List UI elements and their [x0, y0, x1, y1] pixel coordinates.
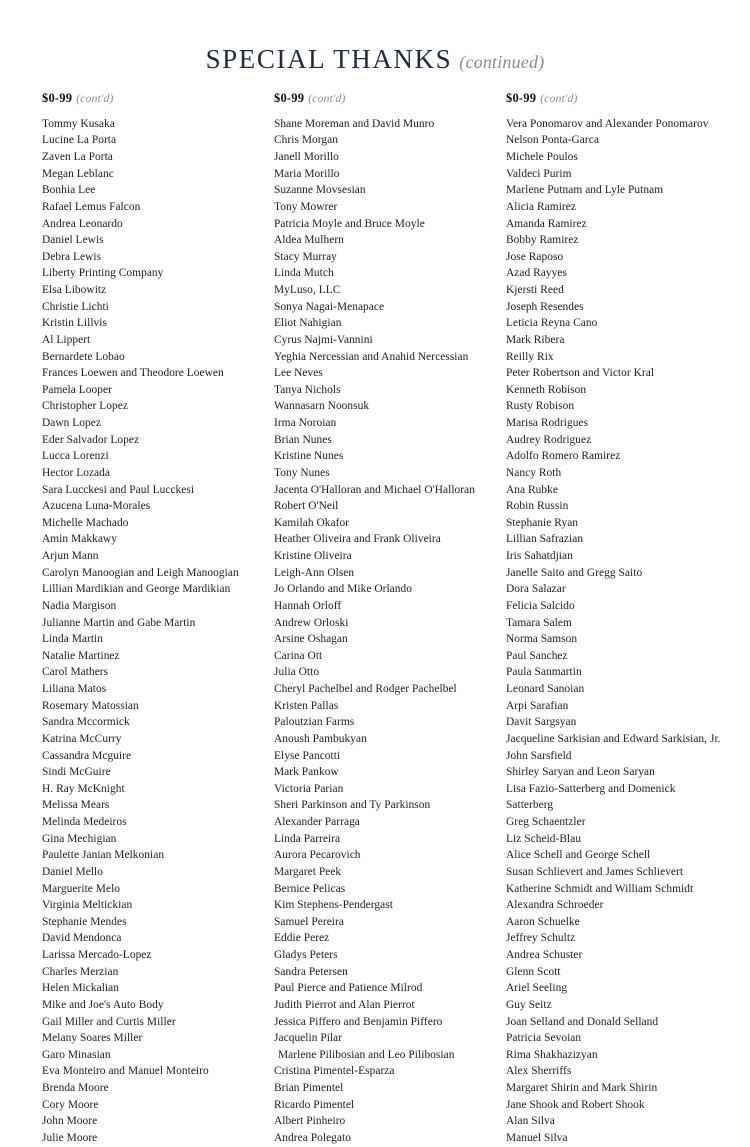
donor-name: Daniel Lewis — [42, 234, 104, 247]
donor-name: Alice Schell and George Schell — [506, 849, 651, 862]
donor-name: Suzanne Movsesian — [274, 184, 366, 197]
donor-name: Nadia Margison — [42, 599, 117, 612]
donor-name: Dawn Lopez — [42, 417, 102, 429]
donor-name: Linda Martin — [42, 633, 104, 646]
donor-name: Tony Mowrer — [274, 200, 338, 213]
donor-name: Felicia Salcido — [506, 599, 575, 612]
donor-name-list-3 — [506, 116, 732, 1147]
donor-name: Lillian Mardikian and George Mardikian — [42, 583, 231, 596]
donor-name: Glenn Scott — [506, 965, 561, 978]
donor-name: Brian Nunes — [274, 433, 332, 446]
donor-name: Robert O'Neil — [274, 500, 339, 513]
donor-name: Robin Russin — [506, 500, 569, 513]
donor-name: Larissa Mercado-Lopez — [42, 949, 152, 961]
donor-name: Rafael Lemus Falcon — [42, 200, 141, 213]
donor-name: Greg Schaentzler — [506, 816, 586, 828]
donor-name: Bernice Pelicas — [274, 882, 346, 895]
donor-name: Jacqueline Sarkisian and Edward Sarkisian, Jr. — [506, 732, 721, 745]
donor-name: Shane Moreman and David Munro — [274, 117, 435, 130]
donor-name: Iris Sahatdjian — [506, 550, 573, 562]
donor-column-1 — [42, 92, 268, 1147]
donor-name: Sandra Petersen — [274, 965, 348, 978]
donor-name: Victoria Parian — [274, 782, 344, 795]
donor-name: Al Lippert — [42, 333, 91, 346]
donor-name: Melinda Medeiros — [42, 816, 127, 828]
donor-name: Cory Moore — [42, 1098, 99, 1111]
donor-name: Valdeci Purim — [506, 167, 572, 180]
donor-name: Stacy Murray — [274, 250, 337, 263]
donor-name: Daniel Mello — [42, 865, 104, 878]
donor-name: Cheryl Pachelbel and Rodger Pachelbel — [274, 683, 457, 695]
donor-name: Ana Rubke — [506, 483, 559, 496]
donor-name: Leonard Sanoian — [506, 683, 585, 695]
donor-name: Anoush Pambukyan — [274, 732, 367, 745]
donor-name: Charles Merzian — [42, 965, 119, 978]
donor-name: Gladys Peters — [274, 949, 338, 961]
donor-name: Hannah Orloff — [274, 599, 342, 612]
donor-name: Stephanie Ryan — [506, 516, 579, 529]
donor-name: Eddie Perez — [274, 932, 330, 945]
donor-name: Judith Pierrot and Alan Pierrot — [274, 998, 415, 1011]
donor-name: Alicia Ramirez — [506, 200, 576, 213]
donor-name: Alex Sherriffs — [506, 1065, 572, 1078]
donor-name: Marisa Rodrigues — [506, 417, 589, 429]
donor-name: Andrea Leonardo — [42, 217, 123, 230]
donor-name: Manuel Silva — [506, 1131, 568, 1144]
donor-name: Jo Orlando and Mike Orlando — [274, 583, 413, 596]
donor-name: Samuel Pereira — [274, 915, 344, 928]
donor-name: Maria Morillo — [274, 167, 340, 180]
donor-name: Melissa Mears — [42, 799, 110, 812]
donor-name: Patricia Sevoian — [506, 1032, 582, 1045]
donor-name: Eva Monteiro and Manuel Monteiro — [42, 1065, 209, 1078]
donor-name: Lisa Fazio-Satterberg and Domenick — [506, 782, 676, 795]
donor-name: Mark Ribera — [506, 333, 565, 346]
page-title-continued-label: (continued) — [459, 52, 545, 72]
column-header-contd: (cont'd) — [540, 91, 578, 105]
donor-name: Kjersti Reed — [506, 284, 564, 296]
donor-name: Stephanie Mendes — [42, 915, 127, 928]
donor-column-3 — [506, 92, 732, 1147]
donor-name: Leticia Reyna Cano — [506, 317, 598, 330]
donor-name: Julia Otto — [274, 666, 320, 679]
donor-name: David Mendonca — [42, 932, 122, 945]
donor-name: Marguerite Melo — [42, 882, 121, 895]
donor-name: Linda Mutch — [274, 267, 334, 280]
donor-name: Sonya Nagai-Menapace — [274, 300, 385, 313]
column-header-amount: $0-99 — [274, 91, 305, 105]
donor-name: Zaven La Porta — [42, 151, 113, 163]
column-header-3 — [506, 92, 732, 106]
donor-name: Yeghia Nercessian and Anahid Nercessian — [274, 350, 469, 363]
donor-name: H. Ray McKnight — [42, 782, 125, 795]
donor-name: Marlene Pilibosian and Leo Pilibosian — [278, 1048, 455, 1061]
donor-name: Gail Miller and Curtis Miller — [42, 1015, 176, 1028]
donor-name: Katrina McCurry — [42, 732, 122, 745]
column-header-1 — [42, 92, 268, 106]
donor-name: Azad Rayyes — [506, 267, 567, 280]
donor-name: Rosemary Matossian — [42, 699, 139, 712]
donor-name: Liberty Printing Company — [42, 267, 164, 280]
donor-name: Julie Moore — [42, 1131, 98, 1144]
donor-name: Kenneth Robison — [506, 383, 587, 396]
donor-name: Adolfo Romero Ramirez — [506, 450, 621, 463]
donor-name: Megan Leblanc — [42, 167, 114, 180]
donor-name: Margaret Shirin and Mark Shirin — [506, 1082, 658, 1094]
donor-name: Satterberg — [506, 799, 554, 812]
donor-name: Lee Neves — [274, 367, 323, 380]
donor-name: John Sarsfield — [506, 749, 572, 762]
donor-name: Eder Salvador Lopez — [42, 433, 140, 446]
donor-name: Leigh-Ann Olsen — [274, 566, 355, 579]
donor-name: Andrea Schuster — [506, 949, 583, 961]
donor-name: Patricia Moyle and Bruce Moyle — [274, 217, 425, 230]
column-header-amount: $0-99 — [42, 91, 73, 105]
donor-name: Rusty Robison — [506, 400, 575, 413]
donor-name: Azucena Luna-Morales — [42, 500, 151, 513]
donor-name: Christopher Lopez — [42, 400, 128, 413]
donor-name: Lucca Lorenzi — [42, 450, 109, 463]
donor-columns — [42, 92, 732, 1147]
donor-name: Dora Salazar — [506, 583, 566, 596]
donor-name: Guy Seitz — [506, 998, 552, 1011]
donor-name: Cristina Pimentel-Esparza — [274, 1065, 395, 1078]
donor-name: Rima Shakhazizyan — [506, 1048, 598, 1061]
donor-name: Margaret Peek — [274, 865, 342, 878]
donor-name: Hector Lozada — [42, 466, 111, 479]
donor-name: MyLuso, LLC — [274, 284, 341, 296]
donor-name: Janell Morillo — [274, 151, 339, 163]
donor-name: Alexander Parraga — [274, 816, 360, 828]
donor-name: Shirley Saryan and Leon Saryan — [506, 766, 655, 779]
donor-name: Aaron Schuelke — [506, 915, 580, 928]
donor-name: Paulette Janian Melkonian — [42, 849, 165, 862]
column-header-2 — [274, 92, 500, 106]
donor-name: Nelson Ponta-Garca — [506, 134, 599, 147]
donor-name: Davit Sargsyan — [506, 716, 577, 729]
donor-name: Garo Minasian — [42, 1048, 111, 1061]
donor-name: Tanya Nichols — [274, 383, 341, 396]
donor-name: Heather Oliveira and Frank Oliveira — [274, 533, 441, 546]
donor-name: Nancy Roth — [506, 466, 562, 479]
donor-name-list-2 — [274, 116, 500, 1147]
donor-name: Kamilah Okafor — [274, 516, 350, 529]
donor-name: Paloutzian Farms — [274, 716, 355, 729]
donor-name: Albert Pinheiro — [274, 1115, 346, 1128]
column-header-amount: $0-99 — [506, 91, 537, 105]
donor-name: Jacenta O'Halloran and Michael O'Halloran — [274, 483, 475, 496]
donor-name: Sheri Parkinson and Ty Parkinson — [274, 799, 431, 812]
donor-name: Arpi Sarafian — [506, 699, 569, 712]
donor-name: Bernardete Lobao — [42, 350, 125, 363]
donor-name: Andrea Polegato — [274, 1131, 351, 1144]
donor-name: Tony Nunes — [274, 466, 330, 479]
donor-name: Lucine La Porta — [42, 134, 117, 147]
donor-name: Janelle Saito and Gregg Saito — [506, 566, 643, 579]
donor-name: Irma Noroian — [274, 417, 337, 429]
donor-name: Tommy Kusaka — [42, 117, 115, 130]
donor-name-list-1 — [42, 116, 268, 1147]
donor-name: Joseph Resendes — [506, 300, 584, 313]
donor-name: Liliana Matos — [42, 683, 107, 695]
donor-name: Frances Loewen and Theodore Loewen — [42, 367, 224, 380]
donor-name: Audrey Rodriguez — [506, 433, 592, 446]
page-title-text: SPECIAL THANKS — [205, 44, 453, 74]
donor-name: Kim Stephens-Pendergast — [274, 899, 393, 912]
donor-name: Ariel Seeling — [506, 982, 568, 995]
donor-name: Kristine Nunes — [274, 450, 344, 463]
donor-name: Debra Lewis — [42, 250, 102, 263]
donor-name: Jessica Piffero and Benjamin Piffero — [274, 1015, 443, 1028]
donor-name: Peter Robertson and Victor Kral — [506, 367, 655, 380]
donor-name: Tamara Salem — [506, 616, 572, 629]
donor-name: Jacquelin Pilar — [274, 1032, 343, 1045]
donor-name: Aldea Mulhern — [274, 234, 344, 247]
donor-name: John Moore — [42, 1115, 98, 1128]
donor-name: Helen Mickalian — [42, 982, 119, 995]
donor-name: Paula Sanmartin — [506, 666, 582, 679]
donor-name: Wannasarn Noonsuk — [274, 400, 370, 413]
donor-name: Sara Lucckesi and Paul Lucckesi — [42, 483, 195, 496]
donor-name: Lillian Safrazian — [506, 533, 584, 546]
donor-name: Marlene Putnam and Lyle Putnam — [506, 184, 664, 197]
donor-name: Alexandra Schroeder — [506, 899, 604, 912]
donor-name: Christie Lichti — [42, 300, 109, 313]
donor-name: Reilly Rix — [506, 350, 554, 363]
donor-name: Kristine Oliveira — [274, 550, 352, 562]
donor-name: Natalie Martinez — [42, 649, 120, 662]
donor-name: Carolyn Manoogian and Leigh Manoogian — [42, 566, 239, 579]
donor-name: Sandra Mccormick — [42, 716, 130, 729]
donor-name: Bonhia Lee — [42, 184, 96, 197]
donor-name: Brian Pimentel — [274, 1082, 344, 1094]
donor-name: Cyrus Najmi-Vannini — [274, 333, 373, 346]
donor-name: Elyse Pancotti — [274, 749, 341, 762]
donor-name: Liz Scheid-Blau — [506, 832, 582, 845]
donor-name: Michelle Machado — [42, 516, 129, 529]
donor-name: Carina Ott — [274, 649, 323, 662]
donor-column-2 — [274, 92, 500, 1147]
donor-name: Virginia Meltickian — [42, 899, 133, 912]
donor-name: Gina Mechigian — [42, 832, 117, 845]
donor-name: Cassandra Mcguire — [42, 749, 132, 762]
donor-name: Alan Silva — [506, 1115, 555, 1128]
donor-name: Michele Poulos — [506, 151, 578, 163]
donor-name: Melany Soares Miller — [42, 1032, 143, 1045]
donor-name: Bobby Ramirez — [506, 234, 579, 247]
donor-name: Jose Raposo — [506, 250, 564, 263]
donor-name: Kristen Pallas — [274, 699, 339, 712]
column-header-contd: (cont'd) — [76, 91, 114, 105]
donor-name: Aurora Pecarovich — [274, 849, 361, 862]
column-header-contd: (cont'd) — [308, 91, 346, 105]
donor-name: Vera Ponomarov and Alexander Ponomarov — [506, 117, 709, 130]
page-title — [0, 44, 750, 75]
donor-name: Paul Pierce and Patience Milrod — [274, 982, 423, 995]
donor-name: Julianne Martin and Gabe Martin — [42, 616, 196, 629]
donor-name: Pamela Looper — [42, 383, 112, 396]
donor-name: Andrew Orloski — [274, 616, 349, 629]
donor-name: Mark Pankow — [274, 766, 339, 779]
donor-name: Sindi McGuire — [42, 766, 111, 779]
donor-name: Kristin Lillvis — [42, 317, 107, 330]
donor-name: Joan Selland and Donald Selland — [506, 1015, 659, 1028]
donor-name: Amanda Ramirez — [506, 217, 587, 230]
donor-name: Jeffrey Schultz — [506, 932, 576, 945]
donor-name: Ricardo Pimentel — [274, 1098, 355, 1111]
donor-name: Brenda Moore — [42, 1082, 109, 1094]
donor-name: Norma Samson — [506, 633, 578, 646]
donor-name: Amin Makkawy — [42, 533, 117, 546]
donor-name: Chris Morgan — [274, 134, 338, 147]
donor-name: Arjun Mann — [42, 550, 99, 562]
donor-name: Arsine Oshagan — [274, 633, 348, 646]
donor-name: Linda Parreira — [274, 832, 341, 845]
donor-name: Carol Mathers — [42, 666, 109, 679]
donor-name: Mike and Joe's Auto Body — [42, 998, 164, 1011]
donor-name: Jane Shook and Robert Shook — [506, 1098, 645, 1111]
donor-name: Eliot Nahigian — [274, 317, 342, 330]
donor-name: Katherine Schmidt and William Schmidt — [506, 882, 694, 895]
donor-name: Susan Schlievert and James Schlievert — [506, 865, 684, 878]
donor-name: Paul Sanchez — [506, 649, 568, 662]
donor-name: Elsa Libowitz — [42, 284, 107, 296]
